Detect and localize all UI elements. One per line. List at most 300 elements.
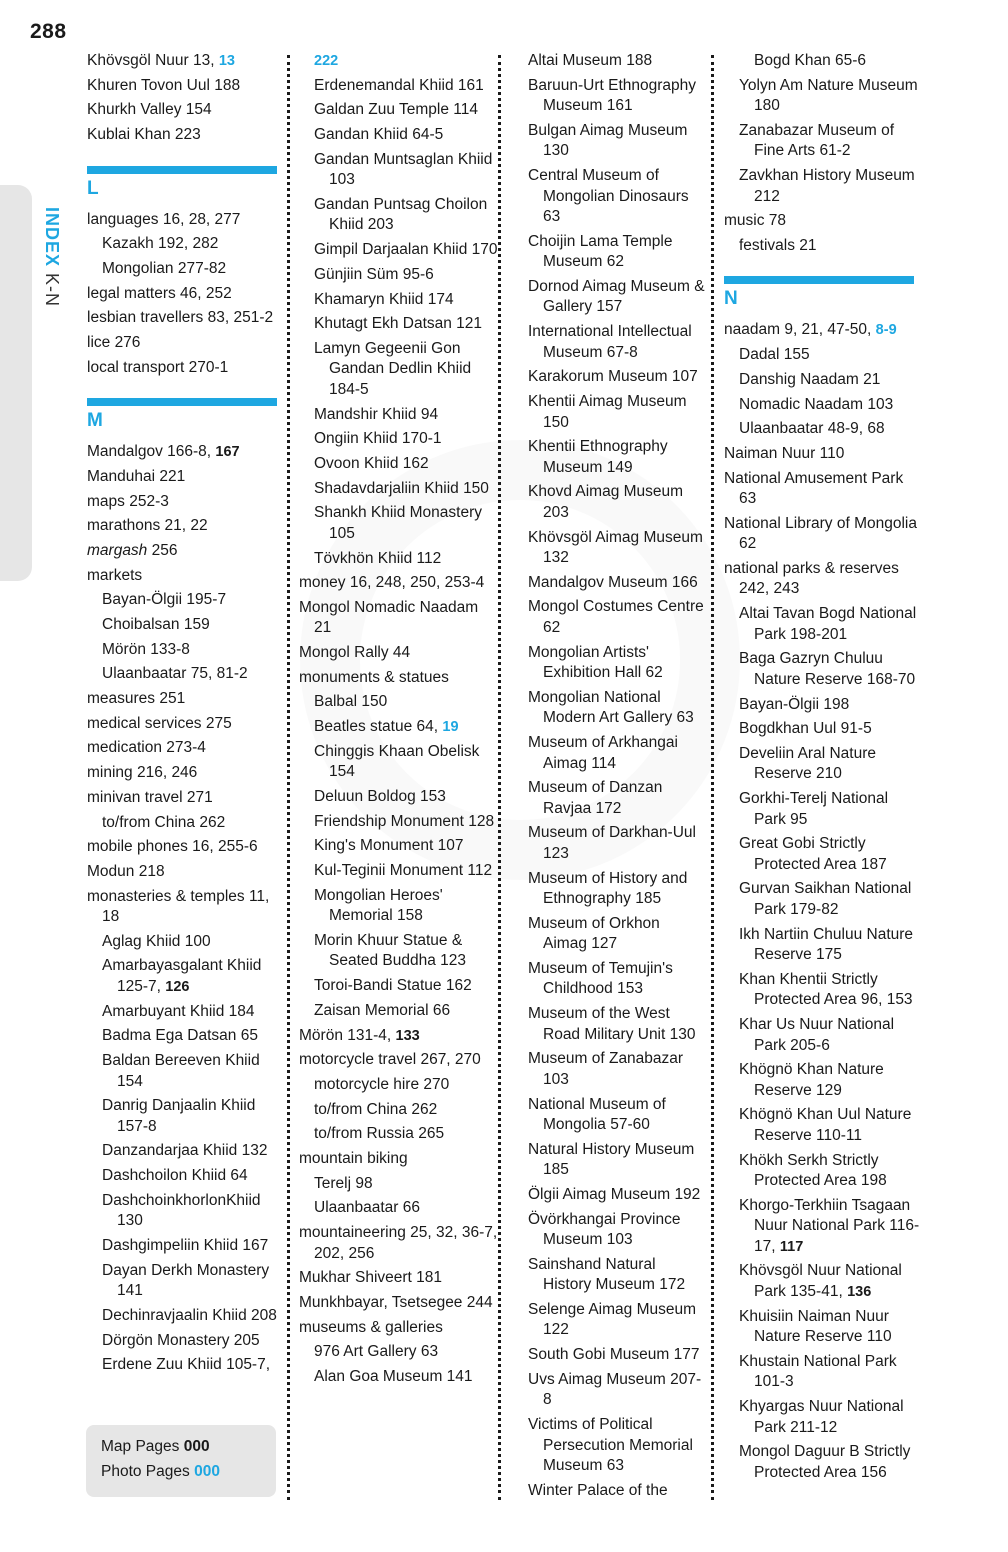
index-entry (299, 1268, 499, 1289)
index-entry (724, 320, 924, 341)
index-entry (87, 932, 287, 953)
entry-text: Museum of Zanabazar 103 (528, 1050, 684, 1088)
entries-n (724, 320, 924, 1483)
index-entry (724, 370, 924, 391)
index-entry (87, 516, 287, 537)
entry-text: Danzandarjaa Khiid 132 (102, 1142, 268, 1160)
index-entry (528, 277, 706, 318)
index-entry (87, 640, 287, 661)
index-entry (299, 598, 499, 639)
entry-text: minivan travel 271 (87, 788, 213, 806)
entry-text: Yolyn Am Nature Museum 180 (739, 76, 918, 115)
entries-l (87, 210, 287, 379)
index-entry (87, 788, 287, 809)
index-column-4 (724, 51, 924, 1487)
entry-text: Ikh Nartiin Chuluu Nature Reserve 175 (739, 925, 914, 964)
entry-text: medical services 275 (87, 714, 232, 732)
letter-bar (724, 276, 914, 284)
entry-text: Günjiin Süm 95-6 (314, 265, 434, 283)
index-entry (87, 887, 287, 928)
index-entry (87, 956, 287, 997)
index-entry (87, 615, 287, 636)
entry-pages: 256 (147, 541, 178, 559)
map-page-ref: 167 (215, 444, 240, 461)
entry-text: mining 216, 246 (87, 764, 198, 782)
index-entry (87, 76, 287, 97)
entry-text: Mongol Rally 44 (299, 644, 411, 662)
entry-text: Tövkhön Khiid 112 (314, 549, 442, 567)
index-entry (528, 1049, 706, 1090)
entry-text: Dörgön Monastery 205 (102, 1331, 260, 1349)
entry-text: Khorgo-Terkhiin Tsagaan Nuur National Park 116-17, (739, 1196, 920, 1255)
index-range: K-N (42, 273, 62, 308)
index-entry (724, 744, 924, 785)
index-entry (87, 738, 287, 759)
entry-text: Khan Khentii Strictly Protected Area 96, 153 (739, 970, 913, 1009)
entry-text: Museum of the West Road Military Unit 130 (528, 1005, 696, 1043)
index-entry (87, 259, 287, 280)
entry-text: Ongiin Khiid 170-1 (314, 430, 442, 448)
photo-page-ref: 222 (314, 53, 339, 69)
index-entry (528, 1185, 706, 1206)
entry-text: Bayan-Ölgii 198 (739, 695, 850, 713)
index-entry (87, 284, 287, 305)
index-entry (87, 467, 287, 488)
entry-text: Naiman Nuur 110 (724, 444, 845, 462)
entry-text: Choijin Lama Temple Museum 62 (528, 232, 673, 271)
index-entry (87, 664, 287, 685)
index-entry (528, 1345, 706, 1366)
entry-text: Kul-Teginii Monument 112 (314, 862, 493, 880)
index-entry (87, 714, 287, 735)
entry-text: Museum of Danzan Ravjaa 172 (528, 779, 663, 817)
index-entry (87, 100, 287, 121)
entry-text: Gurvan Saikhan National Park 179-82 (739, 880, 912, 918)
index-entry (87, 492, 287, 513)
entry-text: Zanabazar Museum of Fine Arts 61-2 (739, 121, 895, 160)
letter-bar (87, 398, 277, 406)
index-entry (724, 345, 924, 366)
index-entry (724, 444, 924, 465)
entry-text: Mukhar Shiveert 181 (299, 1269, 443, 1287)
index-entry (724, 925, 924, 966)
index-entry (724, 1060, 924, 1101)
index-entry (528, 482, 706, 523)
index-entry (299, 479, 499, 500)
index-entry (299, 1001, 499, 1022)
entry-text: Munkhbayar, Tsetsegee 244 (299, 1293, 493, 1311)
entry-text: Selenge Aimag Museum 122 (528, 1300, 697, 1339)
entry-text: Baga Gazryn Chuluu Nature Reserve 168-70 (739, 650, 916, 688)
index-entry (87, 1355, 287, 1376)
index-entry (528, 1370, 706, 1411)
index-entry (528, 528, 706, 569)
index-entry (299, 1026, 499, 1047)
entry-text: Museum of History and Ethnography 185 (528, 869, 688, 908)
entry-text: museums & galleries (299, 1318, 443, 1336)
index-entry (299, 742, 499, 783)
index-entry (87, 1261, 287, 1302)
entries-col3 (528, 51, 706, 1501)
entries-col4-top (724, 51, 924, 256)
legend-box (86, 1425, 276, 1497)
letter-label: L (87, 177, 99, 199)
entry-text: Altai Tavan Bogd National Park 198-201 (739, 605, 917, 643)
index-entry (299, 787, 499, 808)
index-column-3 (528, 51, 706, 1505)
entry-text: Mongolian 277-82 (102, 259, 227, 277)
entry-text: Balbal 150 (314, 693, 388, 711)
index-entry (299, 1223, 499, 1264)
index-entry (724, 1352, 924, 1393)
index-entry (299, 1198, 499, 1219)
index-entry (528, 437, 706, 478)
entry-text: legal matters 46, 252 (87, 284, 232, 302)
entry-text: Bulgan Aimag Museum 130 (528, 121, 688, 160)
entry-text: Mandalgov Museum 166 (528, 573, 698, 591)
index-entry (299, 1318, 499, 1339)
entry-text: Galdan Zuu Temple 114 (314, 101, 479, 119)
legend-map-label: Map Pages (101, 1438, 180, 1455)
entry-text: festivals 21 (739, 236, 817, 254)
index-column-2 (299, 51, 499, 1392)
index-entry (87, 333, 287, 354)
index-entry (87, 689, 287, 710)
letter-label: N (724, 288, 738, 310)
index-entry (87, 358, 287, 379)
index-entry (299, 265, 499, 286)
index-entry (299, 1293, 499, 1314)
entry-text: lesbian travellers 83, 251-2 (87, 309, 274, 327)
entry-text: to/from Russia 265 (314, 1125, 445, 1143)
entry-text: Baruun-Urt Ethnography Museum 161 (528, 76, 697, 115)
index-entry (87, 1306, 287, 1327)
index-entry (528, 733, 706, 774)
index-entry (299, 717, 499, 738)
entry-text: Baldan Bereeven Khiid 154 (102, 1052, 260, 1090)
entry-text: Develiin Aral Nature Reserve 210 (739, 744, 876, 783)
index-entry (87, 862, 287, 883)
index-entry (724, 76, 924, 117)
index-entry (87, 763, 287, 784)
index-entry (299, 454, 499, 475)
index-entry (528, 121, 706, 162)
index-entry (87, 1331, 287, 1352)
entry-text: Ovoon Khiid 162 (314, 454, 429, 472)
index-entry (724, 469, 924, 510)
index-entry (528, 1481, 706, 1502)
entry-text: to/from China 262 (102, 813, 226, 831)
entry-text: Alan Goa Museum 141 (314, 1367, 473, 1385)
entry-text: Choibalsan 159 (102, 616, 210, 633)
index-entry (87, 837, 287, 858)
entry-text: Danshig Naadam 21 (739, 370, 881, 388)
index-entry (87, 1026, 287, 1047)
entry-text: Amarbayasgalant Khiid 125-7, (102, 957, 262, 995)
entry-text: Mandalgov 166-8, (87, 443, 216, 461)
index-entry (528, 392, 706, 433)
entry-text: DashchoinkhorlonKhiid 130 (102, 1191, 261, 1230)
entry-text: Lamyn Gegeenii Gon Gandan Dedlin Khiid 184-5 (314, 339, 472, 398)
index-entry (528, 1300, 706, 1341)
entry-text: Bayan-Ölgii 195-7 (102, 591, 227, 609)
side-tab-label (41, 207, 62, 307)
entry-text: South Gobi Museum 177 (528, 1346, 700, 1364)
index-entry (299, 976, 499, 997)
letter-label: M (87, 410, 103, 432)
entry-text: Mörön 133-8 (102, 640, 190, 658)
index-entry (299, 240, 499, 261)
index-entry (87, 308, 287, 329)
entry-text: Gandan Khiid 64-5 (314, 126, 444, 144)
entry-text: International Intellectual Museum 67-8 (528, 323, 692, 361)
index-entry (724, 1105, 924, 1146)
index-entry (528, 1095, 706, 1136)
index-entry (299, 549, 499, 570)
entry-text: Dadal 155 (739, 346, 810, 364)
entry-text: Modun 218 (87, 862, 165, 880)
index-entry (87, 442, 287, 463)
entry-text: Övörkhangai Province Museum 103 (528, 1210, 681, 1249)
map-page-ref: 126 (165, 978, 190, 995)
entry-text: monasteries & temples 11, 18 (87, 887, 270, 926)
entry-text: Morin Khuur Statue & Seated Buddha 123 (314, 931, 467, 970)
index-entry (724, 1307, 924, 1348)
index-entry (87, 1051, 287, 1092)
index-entry (299, 314, 499, 335)
entry-text: maps 252-3 (87, 492, 169, 510)
entry-text: motorcycle travel 267, 270 (299, 1051, 481, 1069)
entry-text: medication 273-4 (87, 739, 206, 757)
index-entry (528, 869, 706, 910)
entries-m (87, 442, 287, 1376)
entry-text: Danrig Danjaalin Khiid 157-8 (102, 1097, 256, 1135)
index-entry (299, 1100, 499, 1121)
index-entry (299, 1075, 499, 1096)
entry-text: Mongol Nomadic Naadam 21 (299, 598, 479, 637)
index-entry (87, 234, 287, 255)
legend-photo-pages (101, 1463, 220, 1481)
map-page-ref: 133 (395, 1027, 420, 1044)
index-entry (724, 1397, 924, 1438)
index-entry (528, 573, 706, 594)
legend-map-value: 000 (183, 1438, 210, 1455)
index-entry (299, 931, 499, 972)
entry-text: Gimpil Darjaalan Khiid 170 (314, 241, 498, 259)
entry-text: 976 Art Gallery 63 (314, 1343, 439, 1361)
entry-text: to/from China 262 (314, 1100, 438, 1118)
index-entry (724, 1015, 924, 1056)
index-entry (299, 1367, 499, 1388)
index-entry (724, 1196, 924, 1258)
entry-text: Kazakh 192, 282 (102, 235, 219, 253)
index-entry (528, 1415, 706, 1477)
entry-text: national parks & reserves 242, 243 (724, 559, 899, 598)
index-entry (724, 211, 924, 232)
index-entry (87, 210, 287, 231)
index-entry (87, 1096, 287, 1137)
entry-text: Erdene Zuu Khiid 105-7, (102, 1356, 271, 1374)
index-entry (299, 405, 499, 426)
index-entry (299, 503, 499, 544)
entries-col2 (299, 51, 499, 1387)
map-page-ref: 136 (847, 1283, 872, 1300)
index-entry (87, 51, 287, 72)
letter-heading-m (87, 398, 287, 434)
entry-text: Bogdkhan Uul 91-5 (739, 720, 872, 738)
entry-text: Khögnö Khan Uul Nature Reserve 110-11 (739, 1106, 912, 1144)
photo-page-ref: 13 (218, 53, 235, 69)
entry-text: naadam 9, 21, 47-50, (724, 321, 876, 339)
index-entry (724, 789, 924, 830)
index-entry (528, 322, 706, 363)
entry-text: Beatles statue 64, (314, 718, 443, 736)
index-entry (299, 1050, 499, 1071)
entry-text: Manduhai 221 (87, 467, 186, 485)
entry-text: Zavkhan History Museum 212 (739, 167, 915, 205)
entry-text: National Amusement Park 63 (724, 469, 904, 508)
entry-text: Great Gobi Strictly Protected Area 187 (739, 835, 887, 873)
entry-text: Khuisiin Naiman Nuur Nature Reserve 110 (739, 1307, 892, 1346)
entry-text: Mörön 131-4, (299, 1026, 396, 1044)
entry-text: Khövsgöl Nuur 13, (87, 52, 219, 69)
letter-heading-n (724, 276, 924, 312)
entries-k (87, 51, 287, 146)
entry-text: Khentii Aimag Museum 150 (528, 393, 687, 431)
letter-bar (87, 166, 277, 174)
index-entry (724, 695, 924, 716)
index-entry (528, 597, 706, 638)
entry-text: Khovd Aimag Museum 203 (528, 483, 684, 521)
entry-text: Victims of Political Persecution Memorial Museum 63 (528, 1416, 693, 1474)
legend-map-pages (101, 1438, 210, 1456)
index-column-1 (87, 51, 287, 1380)
entry-text: National Library of Mongolia 62 (724, 514, 917, 553)
index-entry (299, 668, 499, 689)
index-entry (87, 1141, 287, 1162)
index-entry (299, 1149, 499, 1170)
entry-text: Mongolian Heroes' Memorial 158 (314, 886, 443, 925)
entry-text: mountain biking (299, 1149, 408, 1167)
entry-text: Khurkh Valley 154 (87, 101, 212, 119)
entry-text: Aglag Khiid 100 (102, 932, 211, 950)
entry-text: music 78 (724, 212, 787, 230)
index-entry (724, 970, 924, 1011)
side-tab (0, 185, 32, 581)
map-page-ref: 117 (779, 1238, 804, 1255)
index-entry (724, 121, 924, 162)
page-number: 288 (30, 20, 67, 43)
index-entry (87, 1166, 287, 1187)
index-entry (724, 604, 924, 645)
entry-text: Shankh Khiid Monastery 105 (314, 504, 483, 542)
entry-text: Gandan Muntsaglan Khiid 103 (314, 150, 493, 189)
index-entry (299, 1342, 499, 1363)
entry-text: Khentii Ethnography Museum 149 (528, 438, 668, 476)
index-label: INDEX (42, 207, 62, 268)
index-entry (87, 541, 287, 562)
entry-text: Khar Us Nuur National Park 205-6 (739, 1016, 895, 1054)
index-entry (528, 76, 706, 117)
entry-text: Ulaanbaatar 66 (314, 1199, 420, 1217)
index-entry (299, 125, 499, 146)
entry-text: money 16, 248, 250, 253-4 (299, 574, 485, 592)
index-entry (528, 1004, 706, 1045)
index-entry (299, 100, 499, 121)
entry-text: Khamaryn Khiid 174 (314, 290, 454, 308)
index-entry (299, 692, 499, 713)
index-entry (299, 1124, 499, 1145)
entry-text: Dayan Derkh Monastery 141 (102, 1261, 270, 1300)
index-entry (299, 195, 499, 236)
index-entry (299, 812, 499, 833)
entry-text: Museum of Darkhan-Uul 123 (528, 824, 696, 862)
index-entry (528, 166, 706, 228)
index-entry (528, 914, 706, 955)
entry-text: Bogd Khan 65-6 (754, 52, 867, 69)
entry-text: Khustain National Park 101-3 (739, 1352, 897, 1391)
index-entry (528, 778, 706, 819)
entry-text: margash (87, 541, 148, 559)
index-entry (528, 688, 706, 729)
index-entry (299, 836, 499, 857)
entry-text: Deluun Boldog 153 (314, 788, 446, 805)
legend-photo-value: 000 (194, 1463, 220, 1480)
index-entry (528, 1140, 706, 1181)
entry-text: Khögnö Khan Nature Reserve 129 (739, 1061, 884, 1099)
index-entry (724, 559, 924, 600)
index-entry (87, 1191, 287, 1232)
entry-text: National Museum of Mongolia 57-60 (528, 1095, 666, 1133)
entry-text: marathons 21, 22 (87, 517, 208, 535)
entry-text: Mongol Costumes Centre 62 (528, 598, 704, 636)
entry-text: Badma Ega Datsan 65 (102, 1027, 258, 1045)
entry-text: Khökh Serkh Strictly Protected Area 198 (739, 1151, 887, 1190)
index-entry (724, 879, 924, 920)
entry-text: Karakorum Museum 107 (528, 368, 698, 386)
index-entry (87, 566, 287, 587)
entry-text: Ulaanbaatar 48-9, 68 (739, 420, 885, 438)
index-entry (724, 166, 924, 207)
index-entry (528, 959, 706, 1000)
entry-text: Nomadic Naadam 103 (739, 395, 894, 413)
entry-text: Dornod Aimag Museum & Gallery 157 (528, 277, 705, 316)
entry-text: Sainshand Natural History Museum 172 (528, 1255, 686, 1294)
entry-text: Uvs Aimag Museum 207-8 (528, 1370, 702, 1409)
entry-text: motorcycle hire 270 (314, 1075, 450, 1093)
entry-text: Winter Palace of the (528, 1481, 668, 1499)
column-divider-1 (287, 55, 290, 1500)
entry-text: Ölgii Aimag Museum 192 (528, 1185, 701, 1203)
index-entry (724, 1151, 924, 1192)
entry-text: Toroi-Bandi Statue 162 (314, 977, 472, 995)
entry-text: monuments & statues (299, 668, 449, 686)
index-entry (87, 1236, 287, 1257)
index-entry (299, 429, 499, 450)
index-entry (299, 339, 499, 401)
entry-text: Zaisan Memorial 66 (314, 1001, 451, 1019)
index-entry (724, 236, 924, 257)
entry-text: Museum of Arkhangai Aimag 114 (528, 734, 678, 772)
index-entry (724, 834, 924, 875)
index-entry (724, 719, 924, 740)
index-entry (724, 395, 924, 416)
index-entry (299, 861, 499, 882)
index-entry (299, 886, 499, 927)
entry-text: Dashchoilon Khiid 64 (102, 1167, 248, 1185)
entry-text: Altai Museum 188 (528, 52, 653, 69)
index-entry (299, 51, 499, 72)
